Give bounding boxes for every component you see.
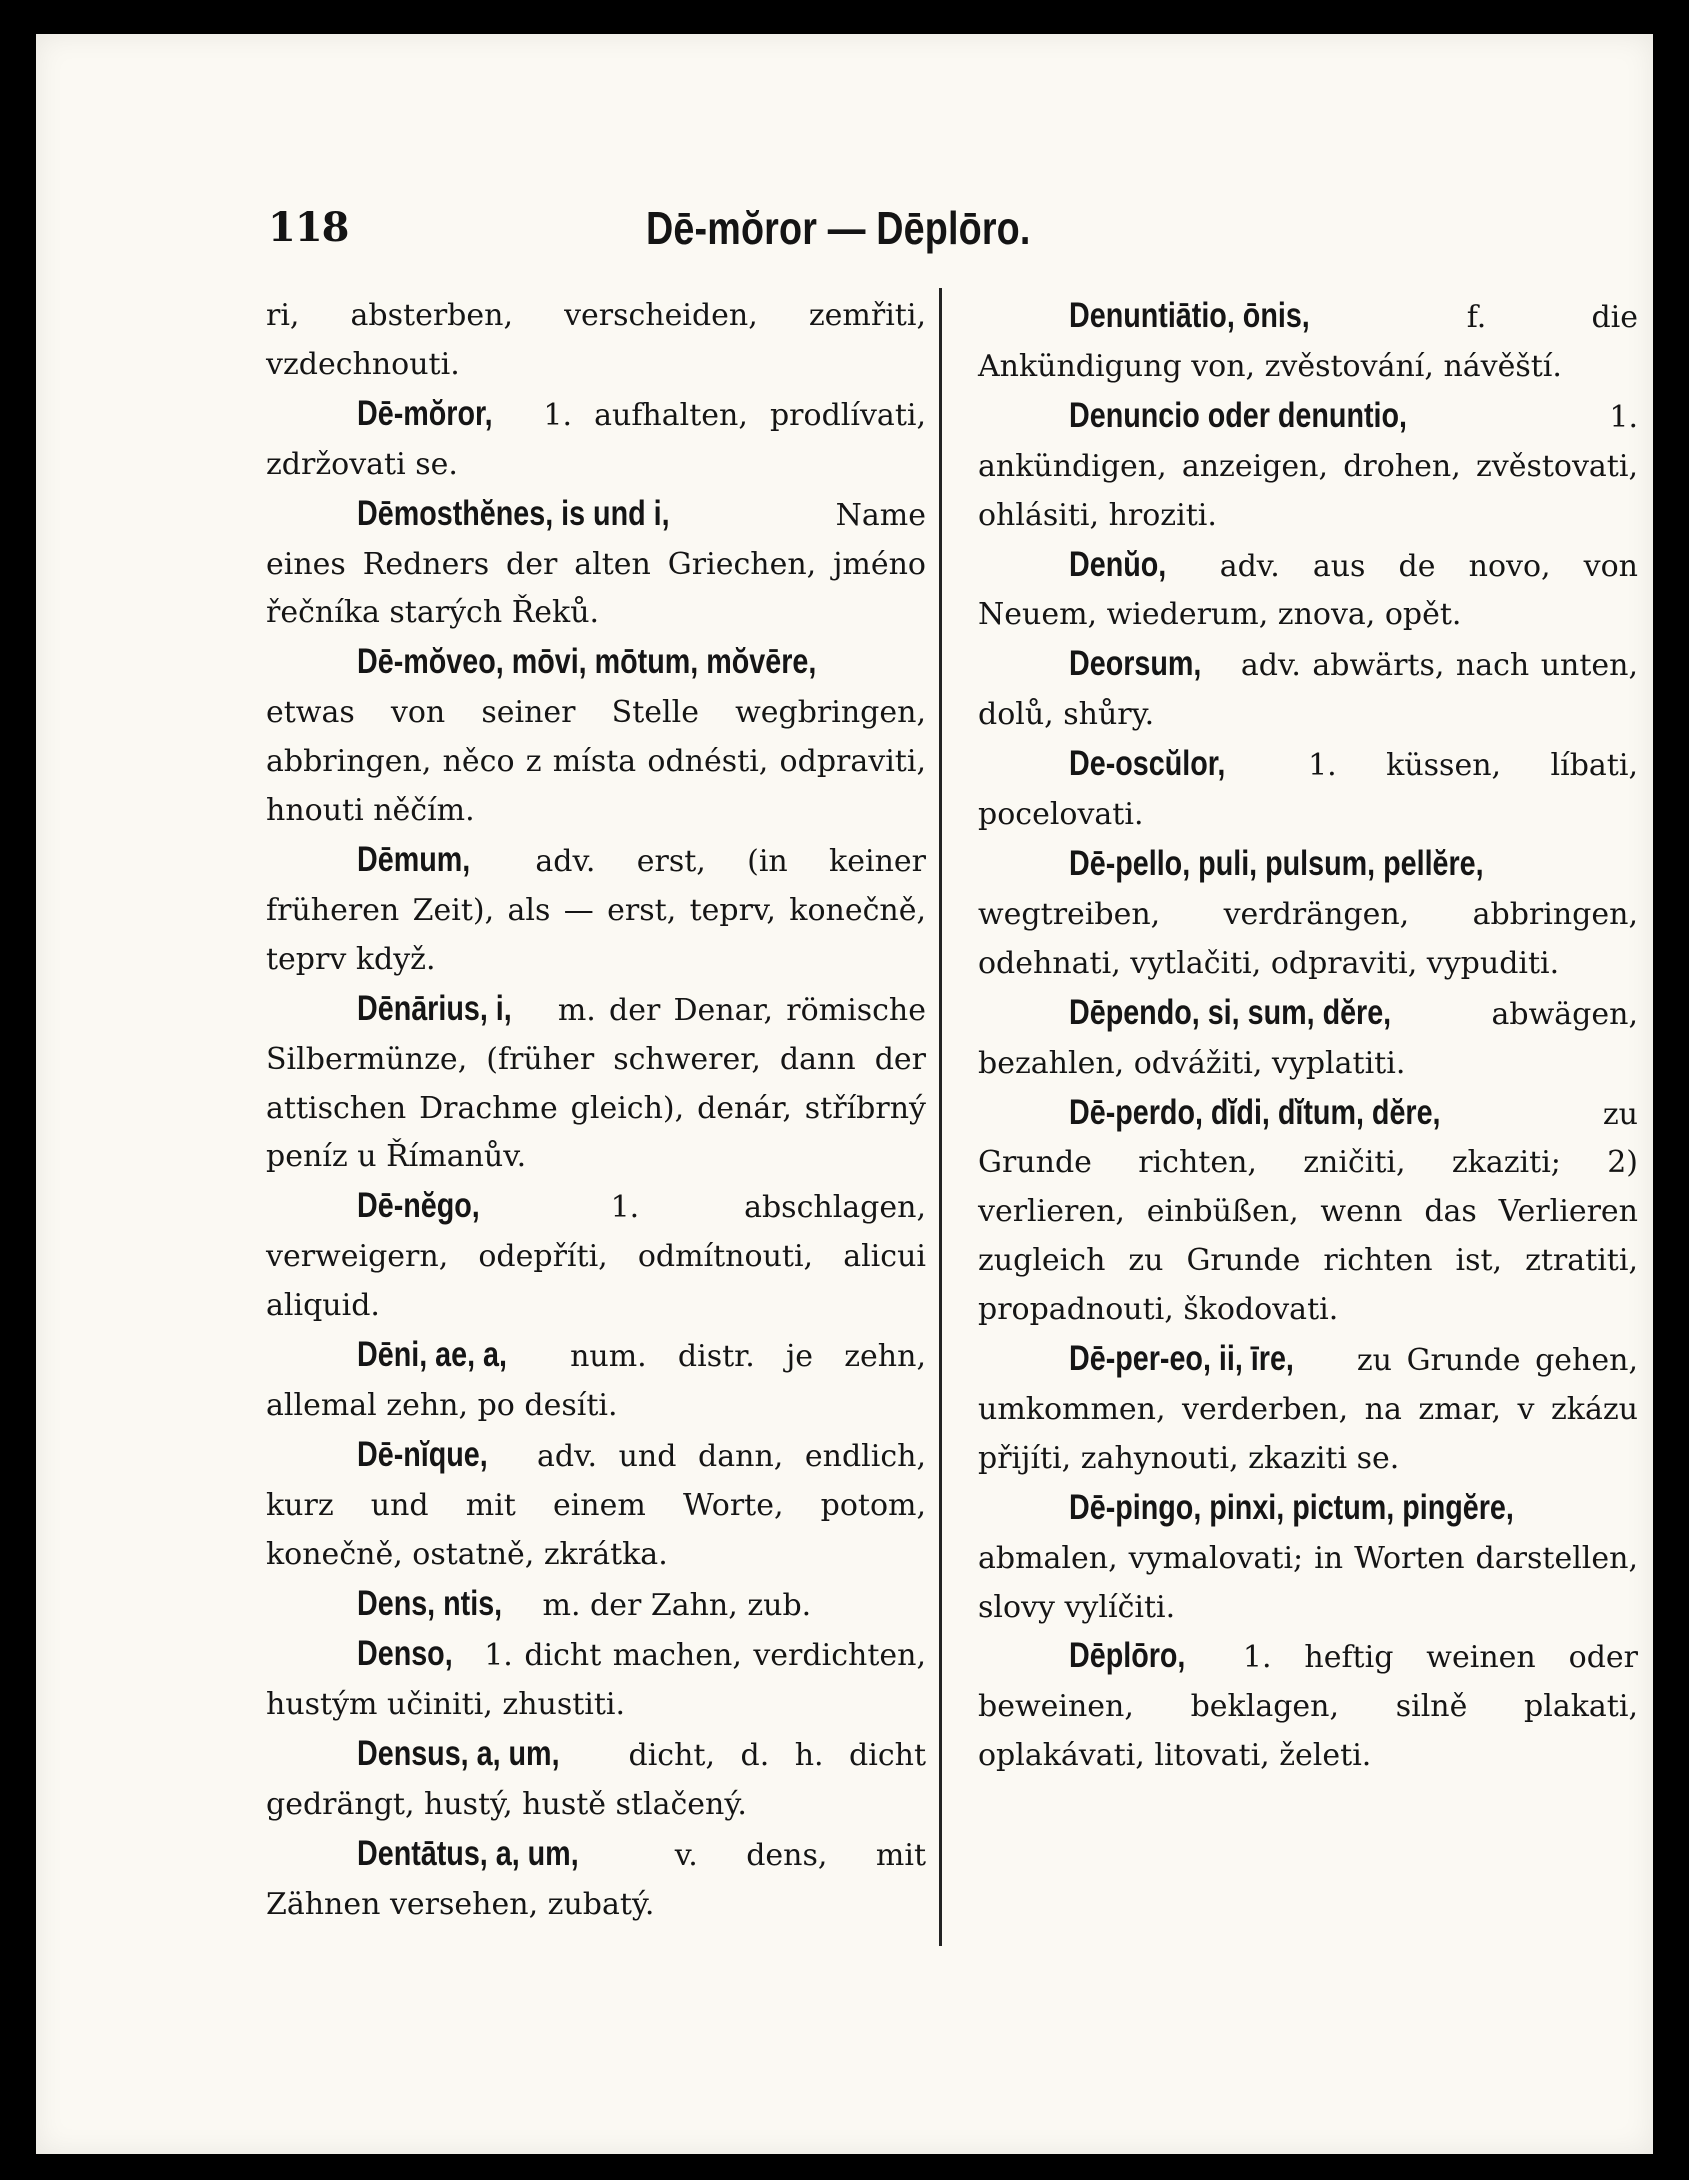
entry-headword: Dēmum, (357, 839, 471, 879)
entry-headword: De-oscŭlor, (1069, 744, 1226, 784)
dictionary-entry (266, 1830, 926, 1930)
entry-headword: Dē-mŏror, (357, 393, 493, 433)
entry-text: zu Grunde gehen, umkommen, verderben, na zmar, v zkázu přijíti, zahynouti, zkaziti se. (978, 1343, 1638, 1476)
dictionary-entry (266, 490, 926, 639)
entry-headword: Denuntiātio, ōnis, (1069, 296, 1310, 335)
dictionary-entry (978, 740, 1638, 840)
entry-headword: Denuncio oder denuntio, (1069, 395, 1408, 435)
dictionary-entry (266, 1730, 926, 1830)
entry-text: f. die Ankündigung von, zvěstování, návěští. (978, 300, 1638, 384)
dictionary-entry (266, 292, 926, 390)
page-number: 118 (268, 204, 349, 251)
column-divider (939, 288, 942, 1946)
entry-text: wegtreiben, verdrängen, abbringen, odehnati, vytlačiti, odpraviti, vypuditi. (978, 896, 1638, 981)
entry-text: m. der Denar, römische Silbermünze, (früher schwerer, dann der attischen Drachme gleich), denár, stříbrný peníz u Římanův. (266, 992, 926, 1175)
dictionary-entry (266, 1580, 926, 1631)
dictionary-entry (266, 1331, 926, 1431)
entry-text: adv. aus de novo, von Neuem, wiederum, znova, opět. (978, 548, 1638, 633)
entry-text: dicht, d. h. dicht gedrängt, hustý, hustě stlačený. (266, 1738, 926, 1823)
dictionary-entry (978, 1089, 1638, 1336)
entry-headword: Dē-nĭque, (357, 1434, 488, 1474)
entry-headword: Dēpendo, si, sum, dĕre, (1069, 992, 1392, 1032)
entry-text: Name eines Redners der alten Griechen, jméno řečníka starých Řeků. (266, 497, 926, 631)
entry-text: m. der Zahn, zub. (532, 1587, 812, 1623)
entry-text: abwägen, bezahlen, odvážiti, vyplatiti. (978, 996, 1638, 1081)
left-column (266, 292, 926, 1930)
dictionary-entry (978, 1484, 1638, 1633)
dictionary-entry (978, 392, 1638, 541)
dictionary-entry (978, 1632, 1638, 1781)
entry-text: etwas von seiner Stelle wegbringen, abbringen, něco z místa odnésti, odpraviti, hnouti něčím. (266, 695, 926, 829)
entry-headword: Dēplōro, (1069, 1636, 1186, 1676)
entry-text: 1. dicht machen, verdichten, hustým učiniti, zhustiti. (266, 1638, 926, 1723)
entry-text: 1. ankündigen, anzeigen, drohen, zvěstovati, ohlásiti, hroziti. (978, 399, 1638, 533)
dictionary-entry (978, 989, 1638, 1089)
dictionary-entry (266, 390, 926, 490)
entry-headword: Dē-pingo, pinxi, pictum, pingĕre, (1069, 1487, 1514, 1527)
dictionary-entry (978, 1335, 1638, 1484)
entry-text: 1. abschlagen, verweigern, odepříti, odmítnouti, alicui aliquid. (266, 1190, 926, 1324)
entry-text: 1. aufhalten, prodlívati, zdržovati se. (266, 397, 926, 482)
entry-text: zu Grunde richten, zničiti, zkaziti; 2) verlieren, einbüßen, wenn das Verlieren zugleich zu Grunde richten ist, ztratiti, propadnouti, škodovati. (978, 1096, 1638, 1328)
dictionary-entry (266, 1182, 926, 1331)
entry-headword: Dē-nĕgo, (357, 1186, 480, 1226)
dictionary-entry (978, 541, 1638, 641)
entry-headword: Dentātus, a, um, (357, 1834, 579, 1874)
entry-headword: Dēnārius, i, (357, 988, 512, 1028)
right-column (978, 292, 1638, 1781)
entry-text: adv. abwärts, nach unten, dolů, shůry. (978, 648, 1638, 733)
dictionary-entry (266, 1431, 926, 1580)
dictionary-entry (266, 1630, 926, 1730)
entry-headword: Deorsum, (1069, 644, 1202, 684)
entry-headword: Dē-pello, puli, pulsum, pellĕre, (1069, 843, 1484, 883)
entry-text: adv. erst, (in keiner früheren Zeit), als — erst, teprv, konečně, teprv když. (266, 843, 926, 977)
entry-headword: Dēni, ae, a, (357, 1335, 507, 1375)
entry-text: adv. und dann, endlich, kurz und mit einem Worte, potom, konečně, ostatně, zkrátka. (266, 1438, 926, 1572)
entry-headword: Denso, (357, 1634, 453, 1674)
entry-headword: Dē-mŏveo, mōvi, mōtum, mŏvēre, (357, 642, 817, 682)
entry-text: 1. küssen, líbati, pocelovati. (978, 748, 1638, 833)
dictionary-entry (266, 836, 926, 985)
entry-text: 1. heftig weinen oder beweinen, beklagen, silně plakati, oplakávati, litovati, želeti. (978, 1640, 1638, 1774)
dictionary-entry (266, 638, 926, 836)
entry-text: abmalen, vymalovati; in Worten darstellen, slovy vylíčiti. (978, 1540, 1638, 1625)
entry-text: v. dens, mit Zähnen versehen, zubatý. (266, 1838, 926, 1922)
entry-headword: Dēmosthĕnes, is und i, (357, 493, 670, 533)
dictionary-entry (978, 292, 1638, 392)
entry-text: ri, absterben, verscheiden, zemřiti, vzdechnouti. (266, 298, 926, 382)
running-title: Dē-mŏror — Dēplōro. (646, 202, 1031, 254)
entry-headword: Dē-perdo, dĭdi, dĭtum, dĕre, (1069, 1092, 1441, 1132)
dictionary-entry (978, 840, 1638, 989)
entry-text: num. distr. je zehn, allemal zehn, po desíti. (266, 1339, 926, 1423)
entry-headword: Dē-per-eo, ii, īre, (1069, 1339, 1294, 1379)
page-header (226, 186, 1646, 256)
entry-headword: Densus, a, um, (357, 1734, 560, 1774)
dictionary-page (36, 34, 1653, 2154)
dictionary-entry (978, 640, 1638, 740)
entry-headword: Dens, ntis, (357, 1583, 503, 1623)
entry-headword: Denŭo, (1069, 544, 1167, 584)
dictionary-entry (266, 985, 926, 1183)
